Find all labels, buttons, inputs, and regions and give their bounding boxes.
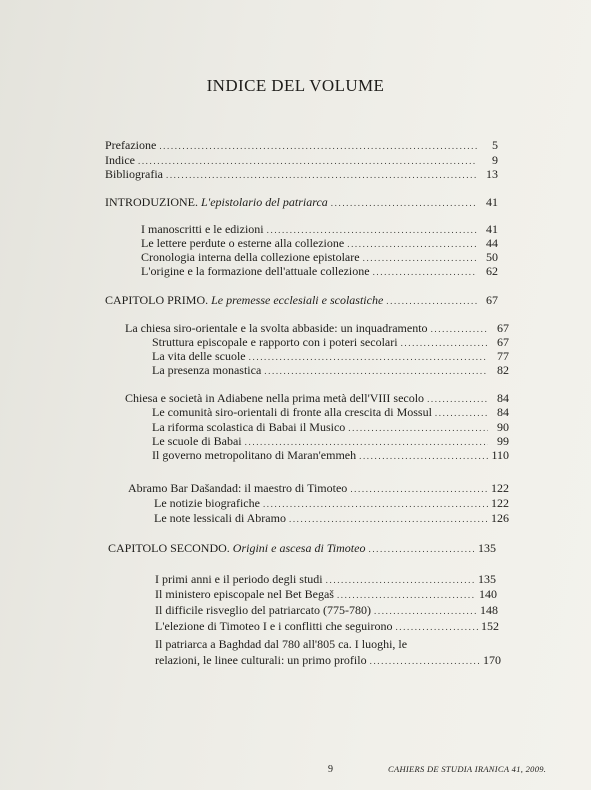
leader-dots xyxy=(431,322,488,336)
leader-dots xyxy=(138,154,477,168)
toc-entry-bibliografia xyxy=(105,167,498,182)
page-title: INDICE DEL VOLUME xyxy=(206,76,385,95)
toc-entry-page: 41 xyxy=(486,222,498,236)
leader-dots xyxy=(249,350,488,364)
toc-entry-page: 135 xyxy=(478,572,496,586)
toc-entry-indice xyxy=(105,153,498,168)
toc-entry-label: Cronologia interna della collezione epistolare xyxy=(141,250,360,264)
toc-entry-label: Il difficile risveglio del patriarcato (775-780) xyxy=(155,603,372,617)
toc-entry-label: La presenza monastica xyxy=(152,363,262,377)
toc-entry xyxy=(152,434,509,449)
leader-dots xyxy=(263,497,488,511)
toc-entry xyxy=(152,335,509,350)
toc-entry-italic: L'epistolario del patriarca xyxy=(200,195,328,209)
toc-entry-label: Bibliografia xyxy=(105,167,163,181)
leader-dots xyxy=(337,588,476,602)
toc-entry xyxy=(152,363,509,378)
toc-entry xyxy=(152,448,509,463)
toc-entry-italic: Origini e ascesa di Timoteo xyxy=(232,541,366,555)
footer-journal-title: CAHIERS DE STUDIA IRANICA 41, 2009. xyxy=(388,764,547,774)
leader-dots xyxy=(166,168,477,182)
toc-entry xyxy=(154,496,509,511)
toc-entry-label: Indice xyxy=(105,153,135,167)
toc-entry-page: 110 xyxy=(491,448,509,462)
toc-entry-label: CAPITOLO SECONDO. Origini e ascesa di Timoteo xyxy=(108,541,366,555)
toc-entry-label: La vita delle scuole xyxy=(152,349,246,363)
leader-dots xyxy=(159,139,477,153)
toc-entry-page: 126 xyxy=(491,511,509,525)
toc-entry-label: Le notizie biografiche xyxy=(154,496,260,510)
toc-entry-page: 5 xyxy=(492,138,498,152)
leader-dots xyxy=(395,620,478,634)
toc-entry-label: La chiesa siro-orientale e la svolta abbaside: un inquadramento xyxy=(125,321,428,335)
toc-entry-label: L'origine e la formazione dell'attuale collezione xyxy=(141,264,370,278)
leader-dots xyxy=(245,435,488,449)
toc-entry-page: 90 xyxy=(497,420,509,434)
toc-entry xyxy=(155,587,497,602)
leader-dots xyxy=(370,654,480,668)
leader-dots xyxy=(348,421,488,435)
toc-entry xyxy=(152,349,509,364)
leader-dots xyxy=(267,223,477,237)
leader-dots xyxy=(326,573,475,587)
leader-dots xyxy=(386,294,477,308)
toc-entry-label: Le note lessicali di Abramo xyxy=(154,511,286,525)
toc-entry-page: 44 xyxy=(486,236,498,250)
toc-entry-label: Abramo Bar Dašandad: il maestro di Timoteo xyxy=(128,481,348,495)
toc-entry xyxy=(155,619,499,634)
toc-entry-label: Il governo metropolitano di Maran'emmeh xyxy=(152,448,357,462)
toc-entry-multiline xyxy=(155,653,501,668)
toc-entry-page: 84 xyxy=(497,391,509,405)
toc-entry-label: I primi anni e il periodo degli studi xyxy=(155,572,323,586)
toc-entry xyxy=(152,420,509,435)
toc-entry-label: Prefazione xyxy=(105,138,157,152)
toc-entry xyxy=(141,250,498,265)
toc-subsection xyxy=(125,391,509,406)
toc-entry-page: 84 xyxy=(497,405,509,419)
leader-dots xyxy=(350,482,488,496)
leader-dots xyxy=(363,251,477,265)
toc-entry-line1: Il patriarca a Baghdad dal 780 all'805 ca. I luoghi, le xyxy=(155,637,408,651)
leader-dots xyxy=(368,542,475,556)
leader-dots xyxy=(401,336,488,350)
toc-entry-prefazione xyxy=(105,138,498,153)
toc-entry-label: CAPITOLO PRIMO. Le premesse ecclesiali e scolastiche xyxy=(105,293,384,307)
toc-entry-label: Struttura episcopale e rapporto con i poteri secolari xyxy=(152,335,398,349)
toc-entry xyxy=(155,572,496,587)
toc-entry xyxy=(152,405,509,420)
toc-entry-label: I manoscritti e le edizioni xyxy=(141,222,264,236)
toc-subsection xyxy=(128,481,509,496)
leader-dots xyxy=(289,512,488,526)
toc-entry-page: 62 xyxy=(486,264,498,278)
toc-entry-italic: Le premesse ecclesiali e scolastiche xyxy=(211,293,384,307)
toc-entry-label: Le scuole di Babai xyxy=(152,434,242,448)
toc-section-capitolo-secondo xyxy=(108,541,496,556)
toc-entry-page: 41 xyxy=(486,195,498,209)
toc-entry xyxy=(141,222,498,237)
toc-entry xyxy=(141,264,498,279)
toc-entry-page: 170 xyxy=(483,653,501,667)
toc-section-capitolo-primo xyxy=(105,293,498,308)
leader-dots xyxy=(427,392,488,406)
leader-dots xyxy=(264,364,488,378)
toc-entry-label: L'elezione di Timoteo I e i conflitti che seguirono xyxy=(155,619,393,633)
toc-entry xyxy=(141,236,498,251)
leader-dots xyxy=(331,196,477,210)
toc-entry-page: 135 xyxy=(478,541,496,555)
leader-dots xyxy=(435,406,488,420)
toc-entry-label: Chiesa e società in Adiabene nella prima metà dell'VIII secolo xyxy=(125,391,425,405)
leader-dots xyxy=(347,237,477,251)
toc-entry-page: 122 xyxy=(491,481,509,495)
toc-entry-page: 50 xyxy=(486,250,498,264)
leader-dots xyxy=(374,604,477,618)
leader-dots xyxy=(359,449,488,463)
toc-entry-label: Le lettere perdute o esterne alla collezione xyxy=(141,236,345,250)
footer-page-number: 9 xyxy=(328,764,333,775)
toc-entry-page: 67 xyxy=(497,335,509,349)
toc-entry-page: 13 xyxy=(486,167,498,181)
toc-entry xyxy=(154,511,509,526)
toc-entry-page: 99 xyxy=(497,434,509,448)
toc-entry-label: INTRODUZIONE. L'epistolario del patriarca xyxy=(105,195,328,209)
toc-section-introduzione xyxy=(105,195,498,210)
toc-entry-label: Il ministero episcopale nel Bet Begaš xyxy=(155,587,334,601)
toc-entry-page: 77 xyxy=(497,349,509,363)
toc-entry-label: Le comunità siro-orientali di fronte alla crescita di Mossul xyxy=(152,405,432,419)
leader-dots xyxy=(373,265,477,279)
toc-entry-page: 122 xyxy=(491,496,509,510)
toc-entry-label: relazioni, le linee culturali: un primo profilo xyxy=(155,653,367,667)
toc-entry xyxy=(155,603,498,618)
toc-entry-page: 82 xyxy=(497,363,509,377)
toc-subsection xyxy=(125,321,509,336)
toc-entry-page: 152 xyxy=(481,619,499,633)
toc-entry-page: 140 xyxy=(479,587,497,601)
toc-entry-page: 9 xyxy=(492,153,498,167)
toc-entry-page: 67 xyxy=(497,321,509,335)
toc-entry-page: 67 xyxy=(486,293,498,307)
toc-entry-label: La riforma scolastica di Babai il Musico xyxy=(152,420,346,434)
toc-entry-page: 148 xyxy=(480,603,498,617)
